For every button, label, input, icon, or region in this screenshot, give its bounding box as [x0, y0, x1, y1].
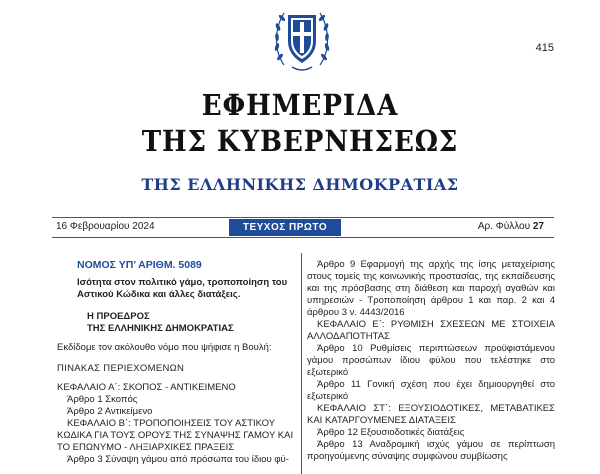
toc-title: ΠΙΝΑΚΑΣ ΠΕΡΙΕΧΟΜΕΝΩΝ — [57, 363, 185, 374]
issue-series-label: ΤΕΥΧΟΣ ΠΡΩΤΟ — [229, 219, 341, 236]
enactment-formula: Εκδίδομε τον ακόλουθο νόμο που ψήφισε η Βουλή: — [57, 342, 272, 353]
page-number: 415 — [535, 42, 554, 54]
sheet-number-prefix: Αρ. Φύλλου — [477, 221, 531, 232]
toc-chapter-e: ΚΕΦΑΛΑΙΟ Ε΄: ΡΥΘΜΙΣΗ ΣΧΕΣΕΩΝ ΜΕ ΣΤΟΙΧΕΙΑ ΑΛΛΟΔΑΠΟΤΗΤΑΣ — [307, 319, 555, 342]
column-divider — [301, 253, 302, 474]
left-column — [57, 259, 297, 466]
toc-article-2: Άρθρο 2 Αντικείμενο — [67, 406, 153, 417]
toc-article-1: Άρθρο 1 Σκοπός — [67, 394, 138, 405]
toc-article-11: Άρθρο 11 Γονική σχέση που έχει δημιουργηθεί στο εξωτερικό — [307, 379, 555, 402]
sheet-number-value: 27 — [532, 221, 544, 232]
toc-article-9: Άρθρο 9 Εφαρμογή της αρχής της ίσης μεταχείρισης στους τομείς της κοινωνικής προστασίας, της εκπαίδευσης και της πρόσβασης στη διάθεση και παροχή αγαθών και υπηρεσιών - Τροποποίηση άρθρου 1 και παρ. 2 και 4 άρθρου 3 ν. 4443/2016 — [307, 259, 555, 318]
sheet-number — [478, 221, 544, 232]
masthead-line-2: ΤΗΣ ΚΥΒΕΡΝΗΣΕΩΣ — [141, 124, 459, 158]
issue-bar-top-rule — [52, 217, 554, 218]
masthead-republic: ΤΗΣ ΕΛΛΗΝΙΚΗΣ ΔΗΜΟΚΡΑΤΙΑΣ — [141, 175, 459, 194]
toc-article-10: Άρθρο 10 Ρυθμίσεις περιπτώσεων προϋφιστάμενου γάμου προσώπων ίδιου φύλου που τελέστηκε στο εξωτερικό — [307, 343, 555, 378]
greek-coat-of-arms-icon — [272, 3, 332, 75]
issue-date: 16 Φεβρουαρίου 2024 — [56, 221, 155, 232]
toc-article-3: Άρθρο 3 Σύναψη γάμου από πρόσωπα του ίδιου φύ- — [67, 454, 289, 465]
toc-chapter-b: ΚΕΦΑΛΑΙΟ Β΄: ΤΡΟΠΟΠΟΙΗΣΕΙΣ ΤΟΥ ΑΣΤΙΚΟΥ ΚΩΔΙΚΑ ΓΙΑ ΤΟΥΣ ΟΡΟΥΣ ΤΗΣ ΣΥΝΑΨΗΣ ΓΑΜΟΥ ΚΑΙ ΤΟ ΕΠΩΝΥΜΟ - ΛΗΞΙΑΡΧΙΚΕΣ ΠΡΑΞΕΙΣ — [57, 418, 294, 453]
law-title: ΝΟΜΟΣ ΥΠ’ ΑΡΙΘΜ. 5089 — [77, 259, 202, 271]
masthead-line-1: ΕΦΗΜΕΡΙΔΑ — [201, 88, 399, 122]
issue-bar-bottom-rule — [52, 237, 554, 238]
law-subject: Ισότητα στον πολιτικό γάμο, τροποποίηση του Αστικού Κώδικα και άλλες διατάξεις. — [77, 277, 288, 300]
right-column — [307, 259, 555, 463]
toc-article-12: Άρθρο 12 Εξουσιοδοτικές διατάξεις — [317, 427, 465, 438]
toc-chapter-st: ΚΕΦΑΛΑΙΟ ΣΤ΄: ΕΞΟΥΣΙΟΔΟΤΙΚΕΣ, ΜΕΤΑΒΑΤΙΚΕΣ ΚΑΙ ΚΑΤΑΡΓΟΥΜΕΝΕΣ ΔΙΑΤΑΞΕΙΣ — [307, 403, 555, 426]
toc-chapter-a: ΚΕΦΑΛΑΙΟ Α΄: ΣΚΟΠΟΣ - ΑΝΤΙΚΕΙΜΕΝΟ — [57, 382, 236, 393]
president-line-2: ΤΗΣ ΕΛΛΗΝΙΚΗΣ ΔΗΜΟΚΡΑΤΙΑΣ — [87, 323, 234, 334]
president-line-1: Η ΠΡΟΕΔΡΟΣ — [87, 311, 150, 322]
toc-article-13: Άρθρο 13 Αναδρομική ισχύς γάμου σε περίπτωση προηγούμενης σύναψης συμφώνου συμβίωσης — [307, 439, 555, 462]
